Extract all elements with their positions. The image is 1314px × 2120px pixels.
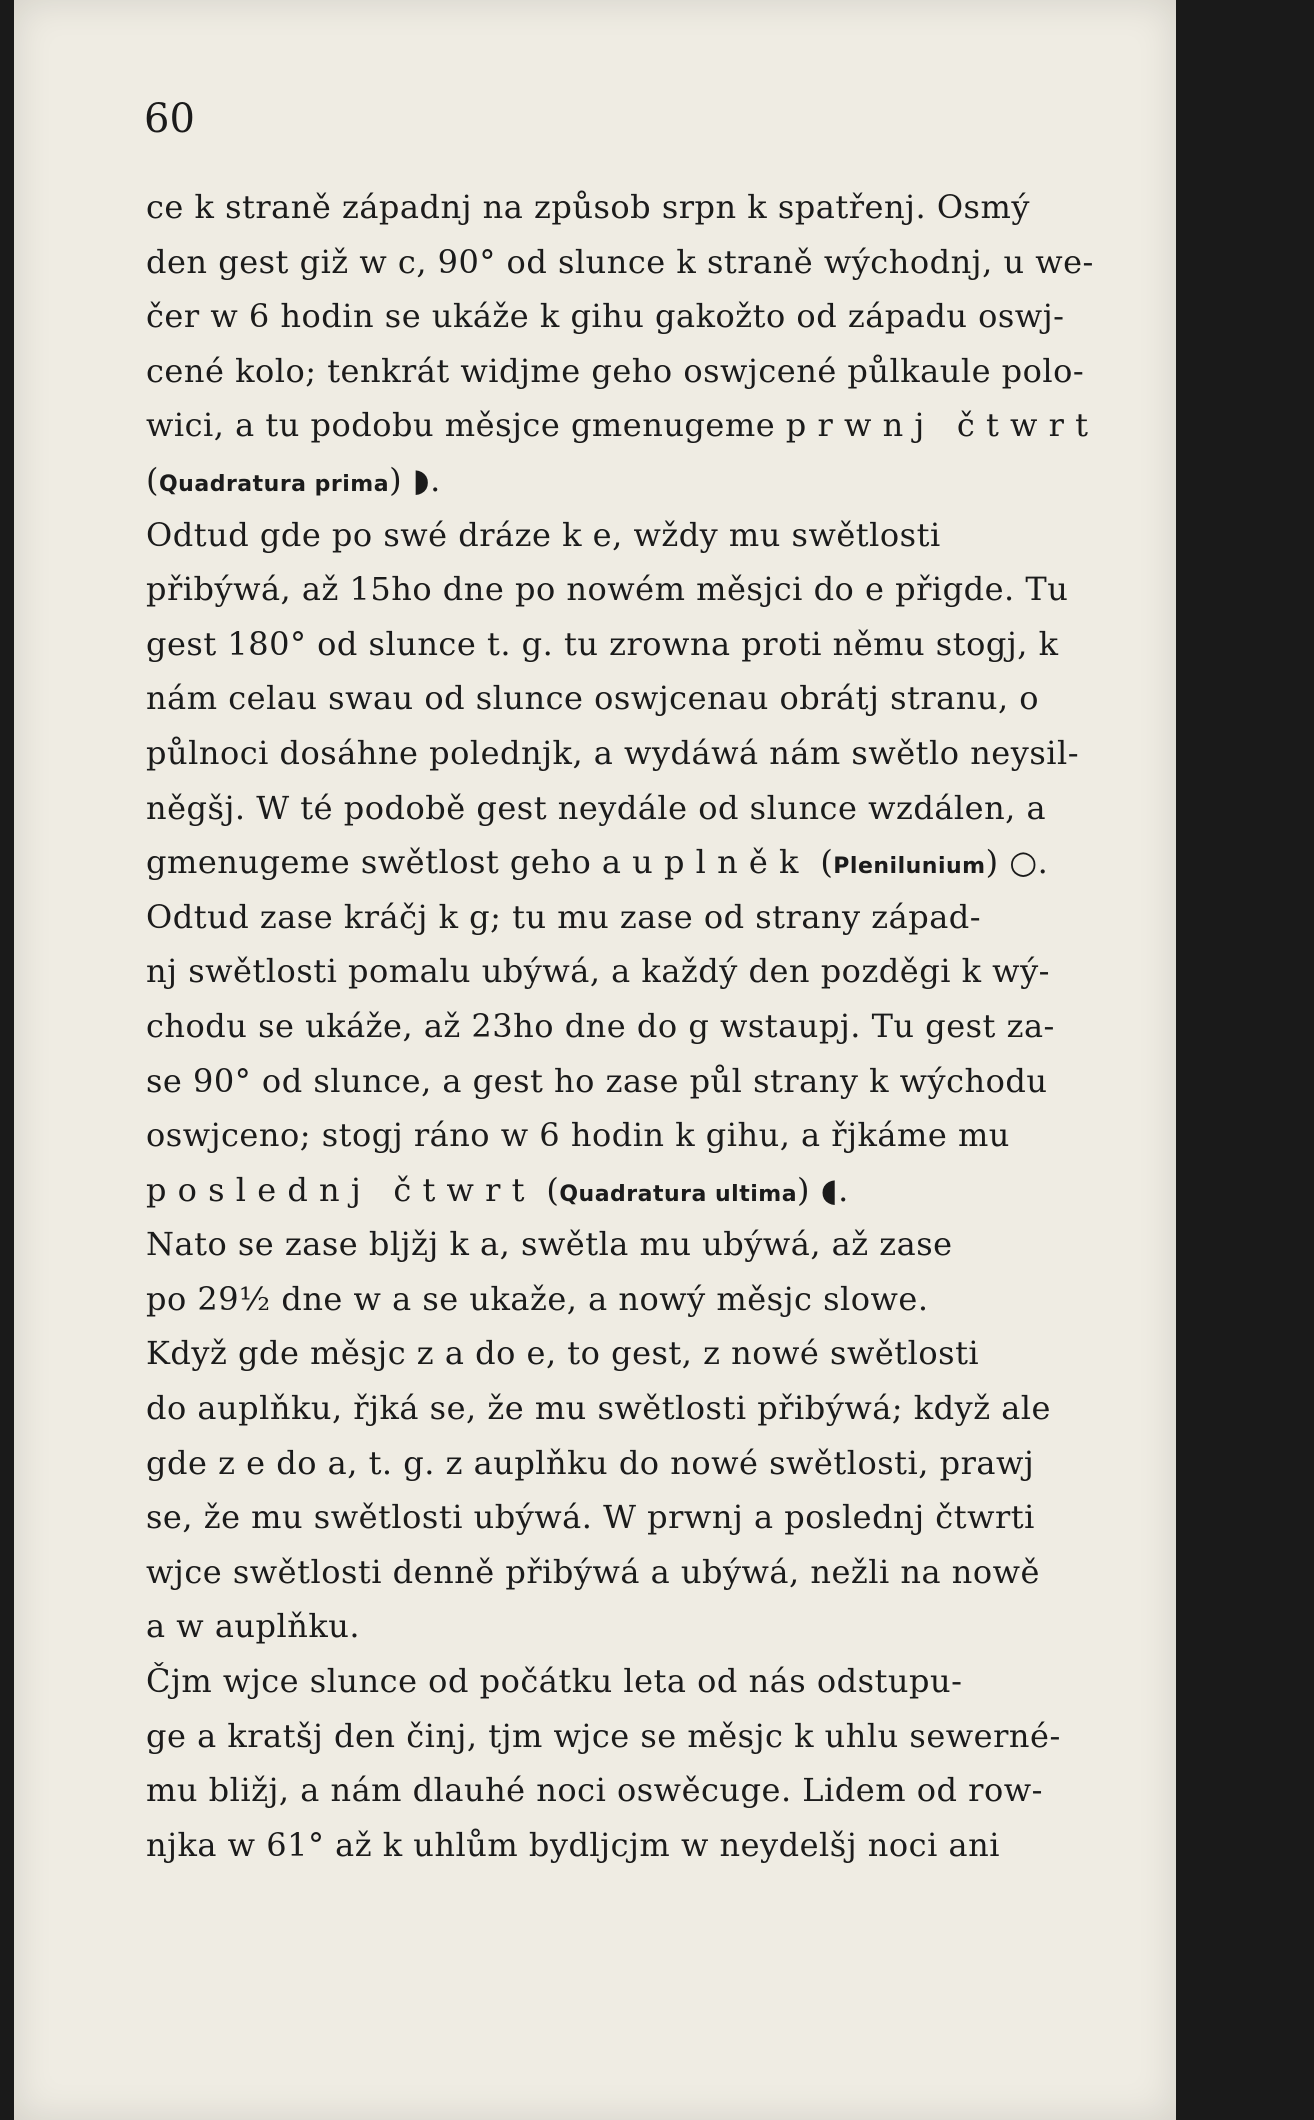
text-span: mu bližj, a nám dlauhé noci oswěcuge. Lidem od row- xyxy=(146,1771,1043,1810)
text-span: poslednj čtwrt xyxy=(146,1170,536,1209)
text-span: gde z e do a, t. g. z auplňku do nowé swětlosti, prawj xyxy=(146,1443,1035,1482)
text-line xyxy=(146,398,1152,453)
text-line xyxy=(146,1272,1152,1327)
text-span: prwnj čtwrt xyxy=(785,406,1100,445)
text-span: gmenugeme swětlost geho xyxy=(146,843,602,882)
text-line xyxy=(146,1326,1152,1381)
text-line xyxy=(146,835,1152,890)
text-line xyxy=(146,1599,1152,1654)
text-span: auplněk xyxy=(601,843,810,882)
text-span: wjce swětlosti denně přibýwá a ubýwá, nežli na nowě xyxy=(146,1552,1040,1591)
text-line xyxy=(146,1054,1152,1109)
text-line xyxy=(146,344,1152,399)
text-line xyxy=(146,1545,1152,1600)
text-span: ( xyxy=(535,1170,560,1209)
text-span: ge a kratšj den činj, tjm wjce se měsjc k uhlu sewerné- xyxy=(146,1716,1061,1755)
text-line xyxy=(146,1108,1152,1163)
text-span: Plenilunium xyxy=(833,854,986,880)
text-span: čer w 6 hodin se ukáže k gihu gakožto od západu oswj- xyxy=(146,297,1065,336)
text-line xyxy=(146,562,1152,617)
text-line xyxy=(146,1490,1152,1545)
text-span: Odtud gde po swé dráze k e, wždy mu swětlosti xyxy=(146,515,941,554)
text-line xyxy=(146,1763,1152,1818)
text-line xyxy=(146,999,1152,1054)
text-line xyxy=(146,180,1152,235)
text-span: wici, a tu podobu měsjce gmenugeme xyxy=(146,406,786,445)
text-span: Quadratura ultima xyxy=(559,1181,798,1207)
text-span: Nato se zase bljžj k a, swětla mu ubýwá, až zase xyxy=(146,1225,953,1264)
text-line xyxy=(146,289,1152,344)
text-span: po 29½ dne w a se ukaže, a nowý měsjc slowe. xyxy=(146,1279,929,1318)
text-span: přibýwá, až 15ho dne po nowém měsjci do e přigde. Tu xyxy=(146,570,1069,609)
text-span: ) ◖. xyxy=(797,1170,849,1209)
text-line xyxy=(146,1818,1152,1873)
text-span: a w auplňku. xyxy=(146,1607,360,1646)
text-span: nám celau swau od slunce oswjcenau obrátj stranu, o xyxy=(146,679,1040,718)
text-span: ce k straně západnj na způsob srpn k spatřenj. Osmý xyxy=(146,188,1030,226)
text-line xyxy=(146,944,1152,999)
text-line xyxy=(146,453,1152,508)
text-line xyxy=(146,1436,1152,1491)
page-body-text xyxy=(146,180,1152,1872)
text-span: Odtud zase kráčj k g; tu mu zase od strany západ- xyxy=(146,897,982,936)
text-span: půlnoci dosáhne polednjk, a wydáwá nám swětlo neysil- xyxy=(146,733,1080,772)
text-span: gest 180° od slunce t. g. tu zrowna proti němu stogj, k xyxy=(146,624,1059,663)
text-line xyxy=(146,1163,1152,1218)
text-line xyxy=(146,235,1152,290)
text-line xyxy=(146,671,1152,726)
text-span: do auplňku, řjká se, že mu swětlosti přibýwá; když ale xyxy=(146,1389,1051,1428)
text-span: njka w 61° až k uhlům bydljcjm w neydelšj noci ani xyxy=(146,1825,1000,1864)
text-span: Quadratura prima xyxy=(158,471,390,497)
text-span: chodu se ukáže, až 23ho dne do g wstaupj. Tu gest za- xyxy=(146,1006,1055,1045)
text-span: něgšj. W té podobě gest neydále od slunce wzdálen, a xyxy=(146,788,1047,827)
text-line xyxy=(146,1654,1152,1709)
text-span: ( xyxy=(809,843,834,882)
text-span: nj swětlosti pomalu ubýwá, a každý den pozděgi k wý- xyxy=(146,952,1050,991)
text-line xyxy=(146,781,1152,836)
text-span: se 90° od slunce, a gest ho zase půl strany k wýchodu xyxy=(146,1061,1048,1100)
text-line xyxy=(146,1381,1152,1436)
text-line xyxy=(146,1709,1152,1764)
text-line xyxy=(146,726,1152,781)
book-page xyxy=(14,0,1176,2120)
text-span: ) ○. xyxy=(985,843,1049,882)
text-span: se, že mu swětlosti ubýwá. W prwnj a poslednj čtwrti xyxy=(146,1498,1035,1537)
text-span: oswjceno; stogj ráno w 6 hodin k gihu, a řjkáme mu xyxy=(146,1116,1010,1155)
page-number: 60 xyxy=(144,96,195,142)
text-span: ( xyxy=(146,460,159,499)
text-span: den gest giž w c, 90° od slunce k straně wýchodnj, u we- xyxy=(146,242,1094,281)
text-span: cené kolo; tenkrát widjme geho oswjcené půlkaule polo- xyxy=(146,351,1085,390)
text-span: Čjm wjce slunce od počátku leta od nás odstupu- xyxy=(146,1662,963,1701)
text-line xyxy=(146,508,1152,563)
text-span: ) ◗. xyxy=(389,460,441,499)
text-line xyxy=(146,617,1152,672)
text-line xyxy=(146,890,1152,945)
text-line xyxy=(146,1217,1152,1272)
text-span: Když gde měsjc z a do e, to gest, z nowé swětlosti xyxy=(146,1334,980,1373)
